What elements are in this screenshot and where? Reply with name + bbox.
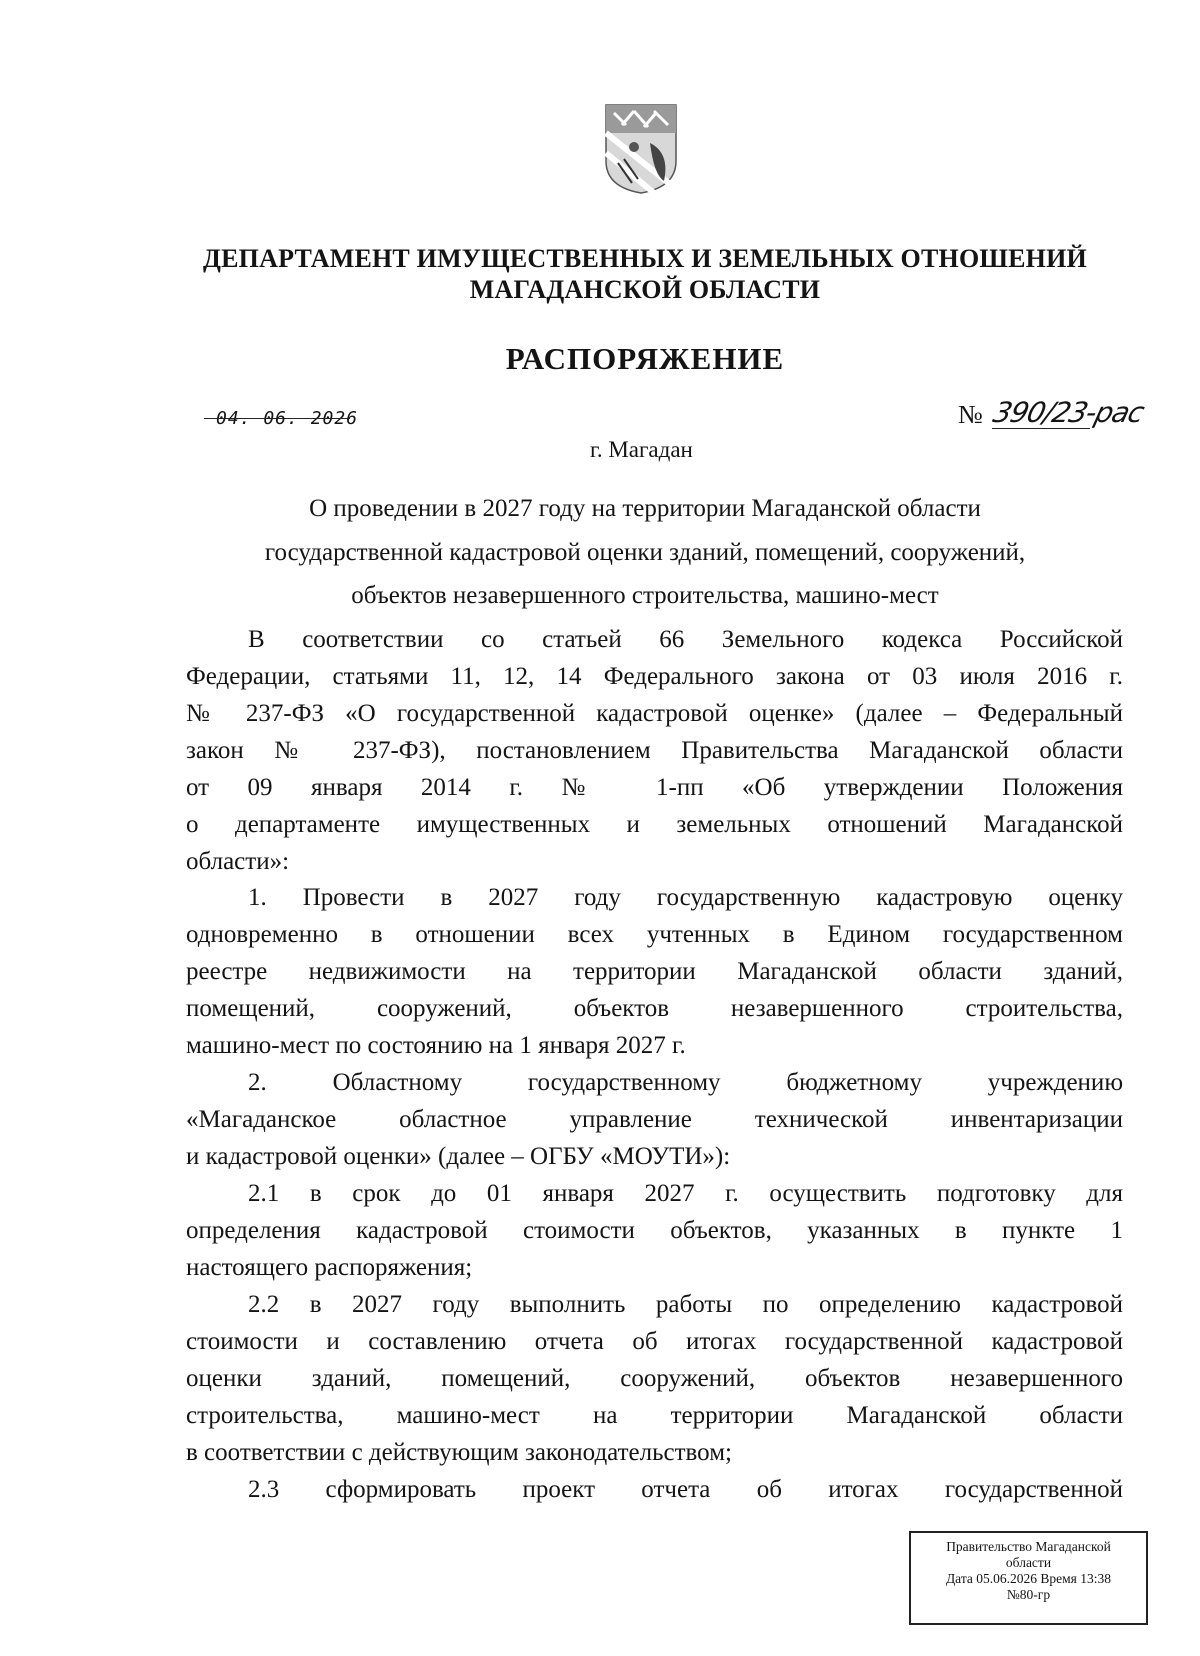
body-line: в соответствии с действующим законодательством; [186,1439,732,1466]
body-line: 2. Областному государственному бюджетному учреждению [248,1069,1123,1096]
body-line: В соответствии со статьей 66 Земельного кодекса Российской [248,626,1123,653]
body-line: № 237-ФЗ «О государственной кадастровой оценке» (далее – Федеральный [186,700,1123,727]
city-label: г. Магадан [590,437,693,462]
body-line: от 09 января 2014 г. № 1-пп «Об утверждении Положения [186,774,1123,801]
body-line: строительства, машино-мест на территории Магаданской области [186,1402,1123,1429]
body-line: определения кадастровой стоимости объектов, указанных в пункте 1 [186,1217,1123,1244]
body-line: области»: [186,848,290,875]
document-type-heading: РАСПОРЯЖЕНИЕ [505,341,785,376]
body-line: 2.3 сформировать проект отчета об итогах государственной [248,1476,1123,1503]
department-name-line1: ДЕПАРТАМЕНТ ИМУЩЕСТВЕННЫХ И ЗЕМЕЛЬНЫХ ОТНОШЕНИЙ [203,244,1087,273]
stamp-line: Правительство Магаданской [946,1539,1111,1554]
body-line: реестре недвижимости на территории Магаданской области зданий, [186,958,1123,985]
body-line: помещений, сооружений, объектов незавершенного строительства, [186,995,1123,1022]
body-line: машино-мест по состоянию на 1 января 2027 г. [186,1032,686,1059]
body-line: Федерации, статьями 11, 12, 14 Федерального закона от 03 июля 2016 г. [186,663,1123,690]
date-underline [204,418,350,419]
document-title-line: государственной кадастровой оценки зданий, помещений, сооружений, [264,539,1026,566]
body-line: одновременно в отношении всех учтенных в Едином государственном [186,921,1123,948]
stamp-line: №80-гр [1006,1587,1051,1602]
number-label: № [958,400,983,429]
document-number: 390/23-рас [989,396,1148,429]
number-underline [992,428,1090,429]
body-line: оценки зданий, помещений, сооружений, объектов незавершенного [186,1365,1123,1392]
department-name-line2: МАГАДАНСКОЙ ОБЛАСТИ [469,275,821,304]
registration-stamp [909,1531,1148,1625]
body-line: 2.1 в срок до 01 января 2027 г. осуществить подготовку для [248,1180,1123,1207]
stamp-line: области [1005,1555,1052,1570]
body-line: и кадастровой оценки» (далее – ОГБУ «МОУТИ»): [186,1143,731,1170]
body-line: закон № 237-ФЗ), постановлением Правительства Магаданской области [186,737,1123,764]
document-title-line: объектов незавершенного строительства, машино-мест [351,582,939,609]
body-line: 2.2 в 2027 году выполнить работы по определению кадастровой [248,1291,1123,1318]
document-title-line: О проведении в 2027 году на территории Магаданской области [309,495,981,522]
body-line: о департаменте имущественных и земельных отношений Магаданской [186,811,1123,838]
body-line: «Магаданское областное управление технической инвентаризации [186,1106,1123,1133]
body-line: настоящего распоряжения; [186,1254,473,1281]
stamp-line: Дата 05.06.2026 Время 13:38 [945,1571,1112,1586]
body-line: 1. Провести в 2027 году государственную кадастровую оценку [248,884,1123,911]
coat-of-arms-icon [604,103,678,195]
body-line: стоимости и составлению отчета об итогах государственной кадастровой [186,1328,1123,1355]
document-date: 04. 06. 2026 [216,408,359,429]
